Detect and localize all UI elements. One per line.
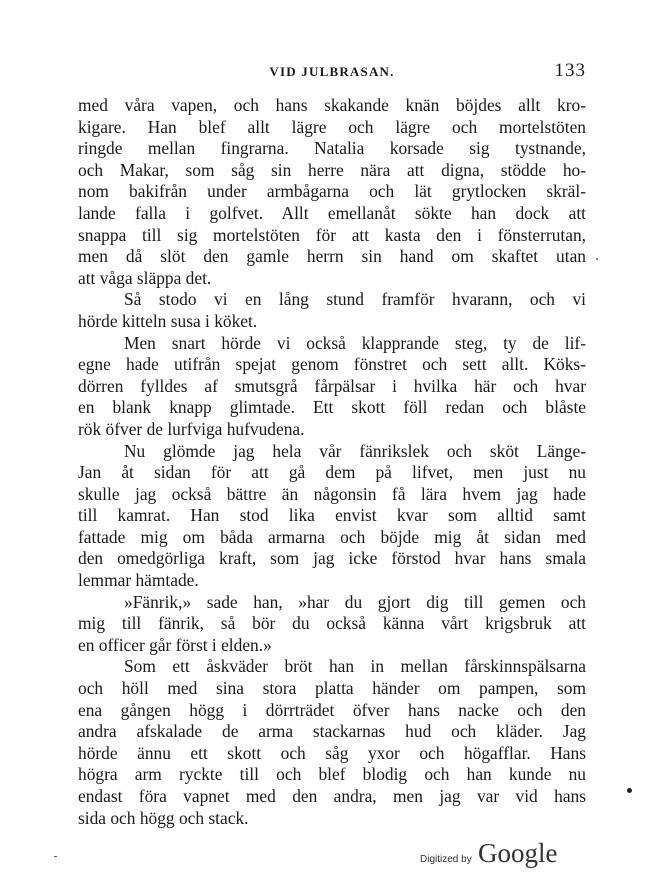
text-line: med våra vapen, och hans skakande knän böjdes allt kro- — [78, 95, 586, 115]
text-line: till kamrat. Han stod lika envist kvar som alltid samt — [78, 505, 586, 526]
text-line: men då slöt den gamle herrn sin hand om skaftet utan — [78, 246, 586, 267]
text-line: en officer går först i elden.» — [78, 634, 272, 655]
text-line: hörde ännu ett skott och såg yxor och högafflar. Hans — [78, 742, 586, 763]
margin-speck — [54, 856, 57, 857]
digitized-label: Digitized by — [420, 854, 472, 865]
text-line: högra arm ryckte till och blef blodig och han kunde nu — [78, 764, 586, 785]
text-line: sida och högg och stack. — [78, 807, 249, 828]
text-line: Nu glömde jag hela vår fänrikslek och sköt Länge- — [124, 440, 586, 461]
digitization-footer — [420, 838, 590, 874]
text-line: lemmar hämtade. — [78, 570, 199, 591]
text-line: Men snart hörde vi också klapprande steg, ty de lif- — [124, 332, 586, 353]
margin-speck — [596, 258, 598, 260]
text-line: en blank knapp glimtade. Ett skott föll redan och blåste — [78, 397, 586, 418]
text-line: fattade mig om båda armarna och böjde mig åt sidan med — [78, 526, 586, 547]
body-text — [78, 95, 586, 829]
text-line: hörde kitteln susa i köket. — [78, 310, 258, 331]
paragraph — [78, 656, 586, 829]
text-line: nom bakifrån under armbågarna och lät grytlocken skräl- — [78, 181, 586, 202]
paragraph — [78, 95, 586, 289]
text-line: kigare. Han blef allt lägre och lägre och mortelstöten — [78, 116, 586, 137]
paragraph — [78, 592, 586, 657]
text-line: ena gången högg i dörrträdet öfver hans nacke och den — [78, 699, 586, 720]
text-line: den omedgörliga kraft, som jag icke förstod hvar hans smala — [78, 548, 586, 569]
text-line: andra afskalade de arma stackarnas hud och kläder. Jag — [78, 721, 586, 742]
paragraph — [78, 441, 586, 592]
running-title: VID JULBRASAN. — [269, 64, 395, 79]
page-number: 133 — [554, 60, 586, 81]
text-line: och höll med sina stora platta händer om pampen, som — [78, 678, 586, 699]
text-line: mig till fänrik, så bör du också känna vårt krigsbruk att — [78, 613, 586, 634]
text-line: Jan åt sidan för att gå dem på lifvet, men just nu — [78, 462, 586, 483]
text-line: snappa till sig mortelstöten för att kasta den i fönsterrutan, — [78, 224, 586, 245]
paragraph — [78, 289, 586, 332]
text-line: Som ett åskväder bröt han in mellan fårskinnspälsarna — [124, 656, 586, 677]
page-header — [78, 60, 586, 84]
text-line: ringde mellan fingrarna. Natalia korsade sig tystnande, — [78, 138, 586, 159]
text-line: »Fänrik,» sade han, »har du gjort dig till gemen och — [124, 591, 586, 612]
paragraph — [78, 333, 586, 441]
text-line: att våga släppa det. — [78, 267, 212, 288]
text-line: och Makar, som såg sin herre nära att digna, stödde ho- — [78, 159, 586, 180]
text-line: skulle jag också bättre än någonsin få lära hvem jag hade — [78, 483, 586, 504]
margin-speck — [627, 788, 632, 793]
text-line: rök öfver de lurfviga hufvudena. — [78, 418, 305, 439]
text-line: dörren fylldes af smutsgrå fårpälsar i hvilka här och hvar — [78, 375, 586, 396]
text-line: Så stodo vi en lång stund framför hvarann, och vi — [124, 289, 586, 310]
text-line: egne hade utifrån spejat genom fönstret och sett allt. Köks- — [78, 354, 586, 375]
google-logo: Google — [478, 838, 558, 868]
text-line: lande falla i golfvet. Allt emellanåt sökte han dock att — [78, 202, 586, 223]
text-line: endast föra vapnet med den andra, men jag var vid hans — [78, 786, 586, 806]
